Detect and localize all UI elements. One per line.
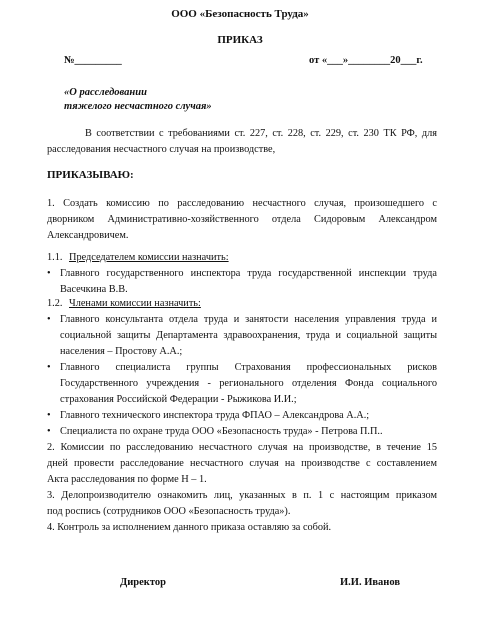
item-1	[47, 196, 437, 244]
item-4	[47, 520, 437, 536]
member-bullet	[47, 360, 437, 408]
bullet-icon: •	[47, 410, 51, 421]
item-1-line: 1. Создать комиссию по расследованию несчастного случая, произошедшего с	[47, 198, 437, 209]
item-2-line: 2. Комиссии по расследованию несчастного случая на производстве, в течение 15	[47, 442, 437, 453]
order-date: от «___»________20___г.	[309, 55, 423, 66]
item-1-2-heading	[47, 296, 201, 312]
subject-line: тяжелого несчастного случая»	[64, 101, 212, 112]
item-2-line: дней провести расследование несчастного случая на производстве с составлением	[47, 458, 437, 469]
item-2	[47, 440, 437, 488]
bullet-icon: •	[47, 268, 51, 279]
preamble-line: расследования несчастного случая на производстве,	[47, 144, 276, 155]
item-3-line: 3. Делопроизводителю ознакомить лиц, указанных в п. 1 с настоящим приказом	[47, 490, 437, 501]
item-3-line: под роспись (сотрудников ООО «Безопасность труда»).	[47, 506, 291, 517]
member-bullet	[47, 408, 437, 424]
item-4-line: 4. Контроль за исполнением данного приказа оставляю за собой.	[47, 522, 332, 533]
signature-name: И.И. Иванов	[340, 577, 401, 588]
order-heading: ПРИКАЗЫВАЮ:	[47, 169, 134, 181]
item-1-line: дворником Административно-хозяйственного отдела Сидоровым Александром	[47, 214, 437, 225]
bullet-icon: •	[47, 314, 51, 325]
member-bullet	[47, 424, 437, 440]
bullet-text: Главного консультанта отдела труда и занятости населения управления труда и социальной защиты Департамента здравоохранения, труда и социальной защиты населения – Простову А.А.;	[60, 314, 437, 357]
item-2-line: Акта расследования по форме Н – 1.	[47, 474, 207, 485]
item-1-1-label: Председателем комиссии назначить:	[69, 252, 229, 263]
bullet-icon: •	[47, 362, 51, 373]
item-1-2-label: Членами комиссии назначить:	[69, 298, 201, 309]
chair-bullet	[47, 266, 437, 298]
preamble	[47, 126, 437, 158]
bullet-text: Специалиста по охране труда ООО «Безопасность труда» - Петрова П.П..	[60, 426, 383, 437]
preamble-line: В соответствии с требованиями ст. 227, ст. 228, ст. 229, ст. 230 ТК РФ, для	[85, 128, 437, 139]
item-1-1-heading	[47, 250, 229, 266]
order-number: №_________	[64, 55, 122, 66]
bullet-icon: •	[47, 426, 51, 437]
bullet-text: Главного технического инспектора труда ФПАО – Александрова А.А.;	[60, 410, 370, 421]
subject-line: «О расследовании	[64, 87, 147, 98]
bullet-text: Главного государственного инспектора труда государственной инспекции труда Васечкина В.В.	[60, 268, 437, 295]
member-bullet	[47, 312, 437, 360]
order-subject	[64, 86, 212, 114]
signature-title: Директор	[120, 577, 166, 588]
item-1-line: Александровичем.	[47, 230, 129, 241]
item-3	[47, 488, 437, 520]
doc-type-title: ПРИКАЗ	[217, 34, 263, 46]
org-name: ООО «Безопасность Труда»	[171, 8, 309, 20]
item-1-1-number: 1.1.	[47, 252, 63, 263]
item-1-2-number: 1.2.	[47, 298, 63, 309]
bullet-text: Главного специалиста группы Страхования профессиональных рисков Государственного учреждения - регионального отделения Фонда социального страхования Российской Федерации - Рыжикова И.И.;	[60, 362, 437, 405]
